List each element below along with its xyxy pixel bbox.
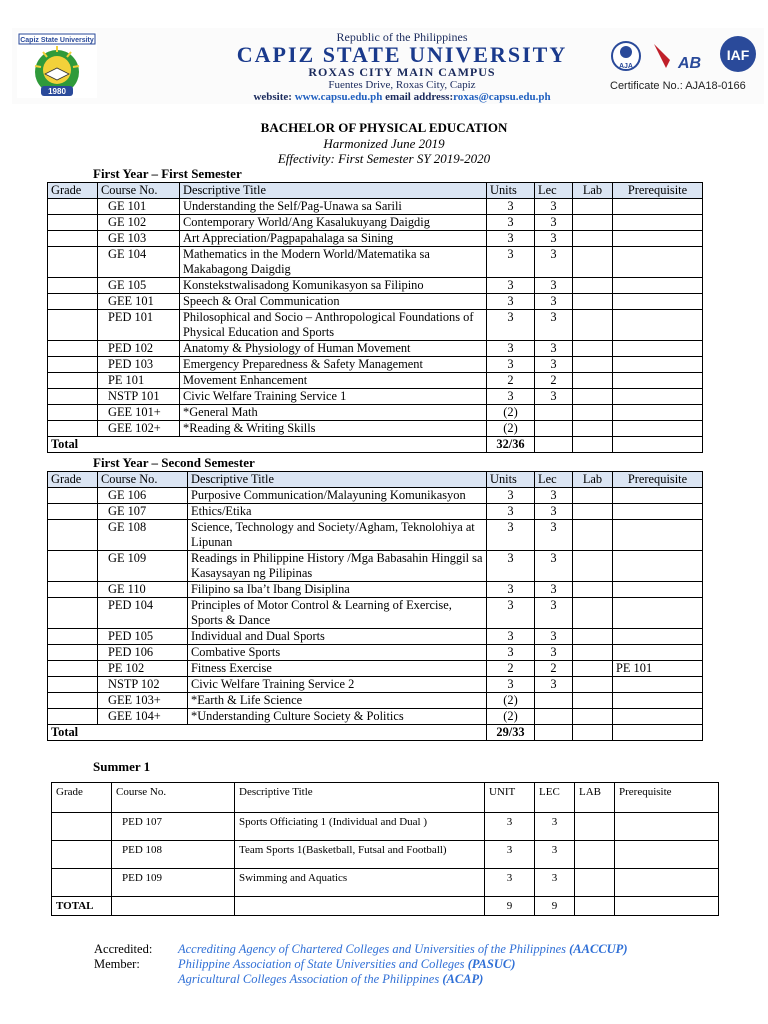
prerequisite-cell — [613, 645, 703, 661]
ab-logo: AB — [678, 55, 702, 72]
total-label: Total — [48, 437, 487, 453]
col-units: UNIT — [485, 783, 535, 813]
letterhead — [12, 28, 764, 104]
units-cell: 3 — [485, 869, 535, 897]
grade-cell — [48, 278, 98, 294]
table-header-row — [48, 183, 703, 199]
course-no-cell: GE 101 — [98, 199, 180, 215]
title-cell: Mathematics in the Modern World/Matematika sa Makabagong Daigdig — [180, 247, 487, 278]
lab-cell — [573, 645, 613, 661]
title-cell: Contemporary World/Ang Kasalukuyang Daigdig — [180, 215, 487, 231]
prerequisite-cell — [613, 215, 703, 231]
lec-cell: 3 — [535, 278, 573, 294]
title-cell: *General Math — [180, 405, 487, 421]
prerequisite-cell — [613, 357, 703, 373]
accredited-org: Accrediting Agency of Chartered Colleges and Universities of the Philippines — [178, 942, 567, 956]
lab-cell — [573, 677, 613, 693]
course-no-cell: PED 107 — [112, 813, 235, 841]
accredited-line — [94, 942, 627, 957]
col-prerequisite: Prerequisite — [615, 783, 719, 813]
units-cell: 2 — [487, 661, 535, 677]
lec-cell: 3 — [535, 199, 573, 215]
table-row — [48, 645, 703, 661]
lec-cell: 3 — [535, 488, 573, 504]
grade-cell — [48, 215, 98, 231]
lab-cell — [575, 869, 615, 897]
lec-cell: 3 — [535, 294, 573, 310]
email-label: email address: — [385, 91, 454, 103]
course-no-cell: GE 103 — [98, 231, 180, 247]
lec-cell: 3 — [535, 598, 573, 629]
title-cell: Ethics/Etika — [188, 504, 487, 520]
grade-cell — [48, 389, 98, 405]
member-label: Member: — [94, 957, 140, 971]
grade-cell — [52, 813, 112, 841]
grade-cell — [48, 373, 98, 389]
units-cell: 3 — [487, 488, 535, 504]
title-cell: Team Sports 1(Basketball, Futsal and Football) — [235, 841, 485, 869]
col-title: Descriptive Title — [235, 783, 485, 813]
course-no-cell: PED 109 — [112, 869, 235, 897]
units-cell: 3 — [487, 582, 535, 598]
letterhead-text — [172, 28, 632, 104]
lec-cell — [535, 405, 573, 421]
lec-cell — [535, 693, 573, 709]
course-no-cell: GEE 102+ — [98, 421, 180, 437]
grade-cell — [48, 357, 98, 373]
total-units: 9 — [485, 897, 535, 916]
units-cell: 3 — [487, 294, 535, 310]
lec-cell: 3 — [535, 247, 573, 278]
title-cell: Art Appreciation/Pagpapahalaga sa Sining — [180, 231, 487, 247]
course-no-cell: GE 102 — [98, 215, 180, 231]
prerequisite-cell — [613, 488, 703, 504]
prerequisite-cell — [613, 629, 703, 645]
lec-cell: 2 — [535, 373, 573, 389]
prerequisite-cell — [613, 405, 703, 421]
title-cell: Readings in Philippine History /Mga Babasahin Hinggil sa Kasaysayan ng Pilipinas — [188, 551, 487, 582]
lab-cell — [573, 504, 613, 520]
table-row — [48, 389, 703, 405]
grade-cell — [48, 247, 98, 278]
prerequisite-cell — [613, 504, 703, 520]
course-no-cell: GE 104 — [98, 247, 180, 278]
first-semester-table — [47, 182, 703, 453]
lab-cell — [573, 629, 613, 645]
course-no-cell: GE 107 — [98, 504, 188, 520]
table-row — [48, 405, 703, 421]
lab-cell — [573, 598, 613, 629]
table-row — [52, 869, 719, 897]
grade-cell — [48, 582, 98, 598]
grade-cell — [48, 341, 98, 357]
table-row — [48, 661, 703, 677]
grade-cell — [48, 677, 98, 693]
lab-cell — [573, 199, 613, 215]
total-label: TOTAL — [52, 897, 112, 916]
units-cell: 3 — [487, 357, 535, 373]
col-lab: Lab — [573, 472, 613, 488]
website-label: website: — [253, 91, 292, 103]
summer-table — [51, 782, 719, 916]
prerequisite-cell — [613, 247, 703, 278]
lec-cell: 3 — [535, 645, 573, 661]
address: Fuentes Drive, Roxas City, Capiz — [328, 79, 476, 91]
lab-cell — [573, 661, 613, 677]
lab-cell — [573, 278, 613, 294]
certification-logos — [610, 34, 766, 104]
units-cell: 3 — [487, 504, 535, 520]
table-row — [48, 582, 703, 598]
member-acronym-acap: (ACAP) — [442, 972, 484, 986]
republic-line: Republic of the Philippines — [336, 30, 468, 44]
units-cell: 3 — [487, 598, 535, 629]
table-row — [48, 677, 703, 693]
units-cell: 3 — [487, 520, 535, 551]
title-cell: Konstekstwalisadong Komunikasyon sa Filipino — [180, 278, 487, 294]
prerequisite-cell — [613, 421, 703, 437]
aja-logo: AJA — [618, 63, 634, 70]
title-cell: *Earth & Life Science — [188, 693, 487, 709]
campus-name: ROXAS CITY MAIN CAMPUS — [308, 65, 496, 79]
col-prerequisite: Prerequisite — [613, 472, 703, 488]
title-cell: Filipino sa Iba’t Ibang Disiplina — [188, 582, 487, 598]
lec-cell: 3 — [535, 215, 573, 231]
total-units: 32/36 — [487, 437, 535, 453]
col-grade: Grade — [48, 472, 98, 488]
units-cell: (2) — [487, 421, 535, 437]
col-lab: Lab — [573, 183, 613, 199]
grade-cell — [48, 598, 98, 629]
course-no-cell: PED 101 — [98, 310, 180, 341]
units-cell: 3 — [487, 199, 535, 215]
prerequisite-cell — [613, 598, 703, 629]
course-no-cell: PED 106 — [98, 645, 188, 661]
prerequisite-cell — [613, 294, 703, 310]
col-course-no: Course No. — [112, 783, 235, 813]
title-cell: Civic Welfare Training Service 1 — [180, 389, 487, 405]
grade-cell — [48, 693, 98, 709]
lab-cell — [573, 341, 613, 357]
lec-cell: 3 — [535, 520, 573, 551]
title-cell: Movement Enhancement — [180, 373, 487, 389]
col-lec: Lec — [535, 183, 573, 199]
col-lab: LAB — [575, 783, 615, 813]
table-row — [48, 199, 703, 215]
table-row — [48, 629, 703, 645]
member-line-2 — [94, 972, 627, 987]
lab-cell — [573, 709, 613, 725]
lec-cell: 3 — [535, 341, 573, 357]
lec-cell: 3 — [535, 582, 573, 598]
lec-cell — [535, 421, 573, 437]
website-link[interactable]: www.capsu.edu.ph — [294, 91, 383, 103]
course-no-cell: NSTP 102 — [98, 677, 188, 693]
table-row — [48, 598, 703, 629]
course-no-cell: NSTP 101 — [98, 389, 180, 405]
prerequisite-cell — [613, 693, 703, 709]
units-cell: 3 — [487, 677, 535, 693]
lec-cell — [535, 709, 573, 725]
title-cell: Speech & Oral Communication — [180, 294, 487, 310]
units-cell: 3 — [487, 645, 535, 661]
units-cell: 3 — [487, 389, 535, 405]
lab-cell — [573, 421, 613, 437]
lab-cell — [575, 813, 615, 841]
title-cell: Civic Welfare Training Service 2 — [188, 677, 487, 693]
title-cell: Swimming and Aquatics — [235, 869, 485, 897]
table-row — [48, 310, 703, 341]
table-row — [48, 421, 703, 437]
certificate-number: Certificate No.: AJA18-0166 — [610, 80, 746, 92]
lab-cell — [573, 357, 613, 373]
units-cell: 3 — [487, 215, 535, 231]
col-grade: Grade — [48, 183, 98, 199]
table-row — [48, 709, 703, 725]
prerequisite-cell — [613, 582, 703, 598]
grade-cell — [48, 504, 98, 520]
accredited-acronym: (AACCUP) — [569, 942, 628, 956]
lab-cell — [573, 405, 613, 421]
lab-cell — [573, 231, 613, 247]
col-title: Descriptive Title — [180, 183, 487, 199]
prerequisite-cell — [613, 341, 703, 357]
grade-cell — [48, 294, 98, 310]
total-units: 29/33 — [487, 725, 535, 741]
table-row — [48, 520, 703, 551]
units-cell: (2) — [487, 709, 535, 725]
table-row — [48, 551, 703, 582]
units-cell: 3 — [487, 341, 535, 357]
title-cell: Sports Officiating 1 (Individual and Dual ) — [235, 813, 485, 841]
prerequisite-cell — [613, 677, 703, 693]
lec-cell: 3 — [535, 551, 573, 582]
lec-cell: 3 — [535, 504, 573, 520]
course-no-cell: GEE 101 — [98, 294, 180, 310]
course-no-cell: GEE 103+ — [98, 693, 188, 709]
total-lec: 9 — [535, 897, 575, 916]
grade-cell — [48, 520, 98, 551]
lab-cell — [573, 310, 613, 341]
title-cell: Fitness Exercise — [188, 661, 487, 677]
course-no-cell: PED 104 — [98, 598, 188, 629]
units-cell: 3 — [485, 813, 535, 841]
lec-cell: 3 — [535, 231, 573, 247]
col-course-no: Course No. — [98, 472, 188, 488]
table-row — [48, 215, 703, 231]
member-org-acap: Agricultural Colleges Association of the Philippines — [178, 972, 440, 986]
grade-cell — [48, 629, 98, 645]
university-name: CAPIZ STATE UNIVERSITY — [236, 42, 568, 67]
university-seal-logo — [17, 32, 97, 98]
col-grade: Grade — [52, 783, 112, 813]
units-cell: 2 — [487, 373, 535, 389]
course-no-cell: PED 103 — [98, 357, 180, 373]
title-cell: Understanding the Self/Pag-Unawa sa Sarili — [180, 199, 487, 215]
course-no-cell: GE 105 — [98, 278, 180, 294]
total-row — [52, 897, 719, 916]
course-no-cell: GE 110 — [98, 582, 188, 598]
prerequisite-cell — [613, 278, 703, 294]
grade-cell — [48, 310, 98, 341]
table-row — [48, 231, 703, 247]
lec-cell: 3 — [535, 841, 575, 869]
grade-cell — [48, 551, 98, 582]
units-cell: (2) — [487, 405, 535, 421]
prerequisite-cell — [613, 231, 703, 247]
table-header-row — [52, 783, 719, 813]
course-no-cell: PED 108 — [112, 841, 235, 869]
grade-cell — [48, 231, 98, 247]
prerequisite-cell — [613, 199, 703, 215]
table-row — [48, 488, 703, 504]
table-row — [52, 841, 719, 869]
lab-cell — [575, 841, 615, 869]
lab-cell — [573, 389, 613, 405]
units-cell: 3 — [487, 310, 535, 341]
title-cell: Principles of Motor Control & Learning of Exercise, Sports & Dance — [188, 598, 487, 629]
lab-cell — [573, 693, 613, 709]
total-label: Total — [48, 725, 487, 741]
course-no-cell: PED 102 — [98, 341, 180, 357]
lab-cell — [573, 373, 613, 389]
units-cell: 3 — [487, 551, 535, 582]
grade-cell — [52, 841, 112, 869]
lab-cell — [573, 488, 613, 504]
prerequisite-cell — [615, 841, 719, 869]
iaf-logo: IAF — [726, 47, 750, 63]
prerequisite-cell — [613, 310, 703, 341]
title-cell: Individual and Dual Sports — [188, 629, 487, 645]
grade-cell — [48, 421, 98, 437]
title-cell: *Reading & Writing Skills — [180, 421, 487, 437]
first-semester-title: First Year – First Semester — [93, 166, 242, 181]
course-no-cell: PE 101 — [98, 373, 180, 389]
units-cell: 3 — [485, 841, 535, 869]
lec-cell: 3 — [535, 357, 573, 373]
units-cell: 3 — [487, 278, 535, 294]
col-units: Units — [487, 472, 535, 488]
course-no-cell: PE 102 — [98, 661, 188, 677]
grade-cell — [48, 405, 98, 421]
title-cell: *Understanding Culture Society & Politics — [188, 709, 487, 725]
contact-line — [172, 91, 632, 104]
second-semester-table — [47, 471, 703, 741]
email-link[interactable]: roxas@capsu.edu.ph — [453, 91, 551, 103]
lab-cell — [573, 520, 613, 551]
prerequisite-cell — [613, 520, 703, 551]
program-title: BACHELOR OF PHYSICAL EDUCATION — [260, 120, 508, 135]
title-cell: Purposive Communication/Malayuning Komunikasyon — [188, 488, 487, 504]
lec-cell: 3 — [535, 629, 573, 645]
prerequisite-cell — [613, 551, 703, 582]
table-header-row — [48, 472, 703, 488]
lec-cell: 3 — [535, 677, 573, 693]
summer-title: Summer 1 — [93, 759, 151, 774]
table-row — [48, 504, 703, 520]
lab-cell — [573, 294, 613, 310]
accreditation-footer — [94, 942, 627, 987]
col-lec: Lec — [535, 472, 573, 488]
col-prerequisite: Prerequisite — [613, 183, 703, 199]
svg-text:Capiz State University: Capiz State University — [20, 37, 94, 44]
units-cell: (2) — [487, 693, 535, 709]
lec-cell: 2 — [535, 661, 573, 677]
harmonized-date: Harmonized June 2019 — [323, 136, 445, 151]
title-cell: Combative Sports — [188, 645, 487, 661]
member-line-1 — [94, 957, 627, 972]
total-row — [48, 437, 703, 453]
lec-cell: 3 — [535, 310, 573, 341]
table-row — [48, 278, 703, 294]
grade-cell — [52, 869, 112, 897]
table-row — [48, 693, 703, 709]
table-row — [48, 357, 703, 373]
units-cell: 3 — [487, 247, 535, 278]
grade-cell — [48, 488, 98, 504]
title-cell: Philosophical and Socio – Anthropological Foundations of Physical Education and Sports — [180, 310, 487, 341]
member-acronym-pasuc: (PASUC) — [467, 957, 516, 971]
effectivity: Effectivity: First Semester SY 2019-2020 — [277, 151, 491, 166]
prerequisite-cell — [613, 709, 703, 725]
table-row — [48, 247, 703, 278]
col-title: Descriptive Title — [188, 472, 487, 488]
grade-cell — [48, 709, 98, 725]
table-row — [48, 341, 703, 357]
course-no-cell: GE 108 — [98, 520, 188, 551]
title-cell: Science, Technology and Society/Agham, Teknolohiya at Lipunan — [188, 520, 487, 551]
total-row — [48, 725, 703, 741]
title-cell: Emergency Preparedness & Safety Management — [180, 357, 487, 373]
grade-cell — [48, 645, 98, 661]
table-row — [48, 373, 703, 389]
course-no-cell: PED 105 — [98, 629, 188, 645]
col-units: Units — [487, 183, 535, 199]
prerequisite-cell — [615, 869, 719, 897]
lab-cell — [573, 582, 613, 598]
course-no-cell: GE 109 — [98, 551, 188, 582]
lec-cell: 3 — [535, 813, 575, 841]
lec-cell: 3 — [535, 869, 575, 897]
prerequisite-cell — [615, 813, 719, 841]
member-org-pasuc: Philippine Association of State Universities and Colleges — [178, 957, 465, 971]
course-no-cell: GE 106 — [98, 488, 188, 504]
lab-cell — [573, 551, 613, 582]
grade-cell — [48, 661, 98, 677]
table-row — [52, 813, 719, 841]
lab-cell — [573, 247, 613, 278]
seal-year: 1980 — [48, 87, 66, 96]
units-cell: 3 — [487, 629, 535, 645]
units-cell: 3 — [487, 231, 535, 247]
prerequisite-cell — [613, 389, 703, 405]
second-semester-title: First Year – Second Semester — [93, 455, 255, 470]
course-no-cell: GEE 101+ — [98, 405, 180, 421]
prerequisite-cell — [613, 373, 703, 389]
course-no-cell: GEE 104+ — [98, 709, 188, 725]
col-lec: LEC — [535, 783, 575, 813]
lab-cell — [573, 215, 613, 231]
col-course-no: Course No. — [98, 183, 180, 199]
prerequisite-cell: PE 101 — [613, 661, 703, 677]
accredited-label: Accredited: — [94, 942, 153, 956]
table-row — [48, 294, 703, 310]
lec-cell: 3 — [535, 389, 573, 405]
title-cell: Anatomy & Physiology of Human Movement — [180, 341, 487, 357]
grade-cell — [48, 199, 98, 215]
